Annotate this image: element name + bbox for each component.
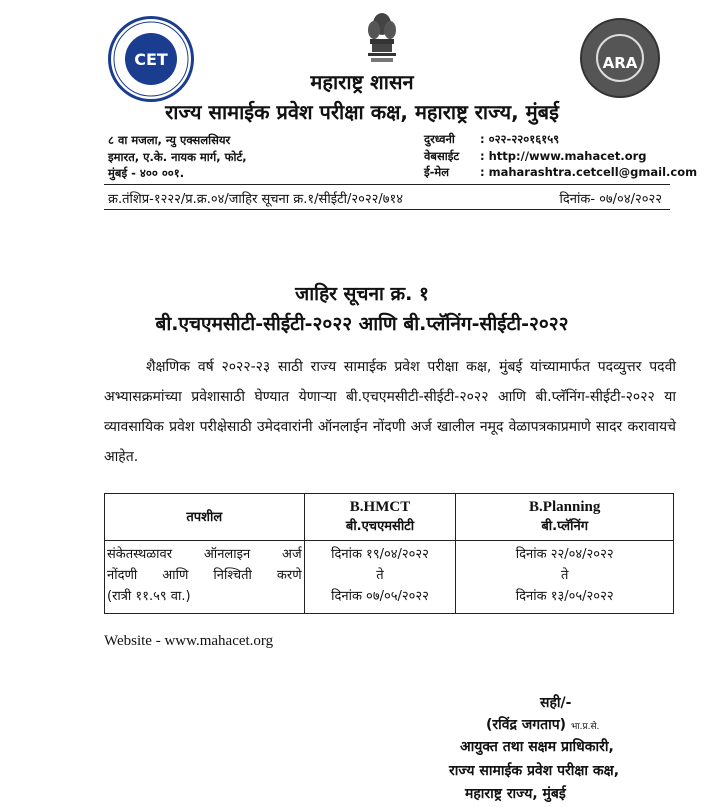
contact-block <box>424 131 697 181</box>
hmct-dates: दिनांक १९/०४/२०२२ ते दिनांक ०७/०५/२०२२ <box>304 541 456 614</box>
notice-date: दिनांक- ०७/०४/२०२२ <box>559 192 662 207</box>
signatory-place: महाराष्ट्र राज्य, मुंबई <box>465 786 566 802</box>
signature-mark: सही/- <box>540 695 572 711</box>
planning-header-en: B.Planning <box>529 499 601 515</box>
table-row <box>105 541 674 614</box>
website-value[interactable]: : http://www.mahacet.org <box>480 148 647 163</box>
planning-header-mr: बी.प्लॅनिंग <box>541 519 589 534</box>
notice-subject: बी.एचएमसीटी-सीईटी-२०२२ आणि बी.प्लॅनिंग-सीईटी-२०२२ <box>155 313 569 335</box>
address-line: मुंबई - ४०० ००१. <box>108 166 185 180</box>
signatory-office: राज्य सामाईक प्रवेश परीक्षा कक्ष, <box>449 763 620 779</box>
table-header-row <box>105 494 674 541</box>
address-line: इमारत, ए.के. नायक मार्ग, फोर्ट, <box>108 149 247 164</box>
reference-divider <box>104 209 670 210</box>
planning-dates: दिनांक २२/०४/२०२२ ते दिनांक १३/०५/२०२२ <box>456 541 674 614</box>
notice-body: शैक्षणिक वर्ष २०२२-२३ साठी राज्य सामाईक प्रवेश परीक्षा कक्ष, मुंबई यांच्यामार्फत पदव्युत्तर पदवी अभ्यासक्रमांच्या प्रवेशासाठी घेण्यात येणाऱ्या बी.एचएमसीटी-सीईटी-२०२२ आणि बी.प्लॅनिंग-सीईटी-२०२२ या व्यावसायिक प्रवेश परीक्षेसाठी उमेदवारांनी ऑनलाईन नोंदणी अर्ज खालील नमूद वेळापत्रकाप्रमाणे सादर करावायचे आहेत. <box>104 359 676 465</box>
column-header-planning <box>456 494 674 541</box>
hmct-header-mr: बी.एचएमसीटी <box>345 519 415 534</box>
ara-logo-text: ARA <box>596 34 644 82</box>
column-header-hmct <box>304 494 456 541</box>
service-abbr: भा.प्र.से. <box>570 722 600 732</box>
schedule-table <box>104 493 674 614</box>
row-description: संकेतस्थळावर ऑनलाइन अर्ज नोंदणी आणि निश्चिती करणे (रात्री ११.५९ वा.) <box>105 541 305 614</box>
hmct-header-en: B.HMCT <box>349 499 411 515</box>
signatory-designation: आयुक्त तथा सक्षम प्राधिकारी, <box>460 739 614 755</box>
notice-title: जाहिर सूचना क्र. १ <box>295 283 429 305</box>
emblem-icon <box>365 10 399 66</box>
column-header-details: तपशील <box>105 494 305 541</box>
phone-label: दुरध्वनी <box>424 132 455 146</box>
website-label: वेबसाईट <box>424 148 460 163</box>
cet-logo-text: CET <box>125 33 177 85</box>
address-line: ८ वा मजला, न्यु एक्सलसियर <box>108 133 231 147</box>
government-title: महाराष्ट्र शासन <box>310 70 414 94</box>
email-value[interactable]: : maharashtra.cetcell@gmail.com <box>480 165 698 179</box>
reference-number: क्र.तंशिप्र-१२२२/प्र.क्र.०४/जाहिर सूचना क्र.१/सीईटी/२०२२/७१४ <box>108 192 404 207</box>
header-divider <box>104 184 670 185</box>
email-label: ई-मेल <box>424 165 450 179</box>
website-note[interactable]: Website - www.mahacet.org <box>104 633 274 649</box>
phone-value: : ०२२-२२०१६१५९ <box>480 132 560 146</box>
signatory-name: (रविंद्र जगताप) भा.प्र.से. <box>486 717 600 733</box>
address-block <box>108 132 247 182</box>
office-title: राज्य सामाईक प्रवेश परीक्षा कक्ष, महाराष्ट्र राज्य, मुंबई <box>165 100 559 124</box>
